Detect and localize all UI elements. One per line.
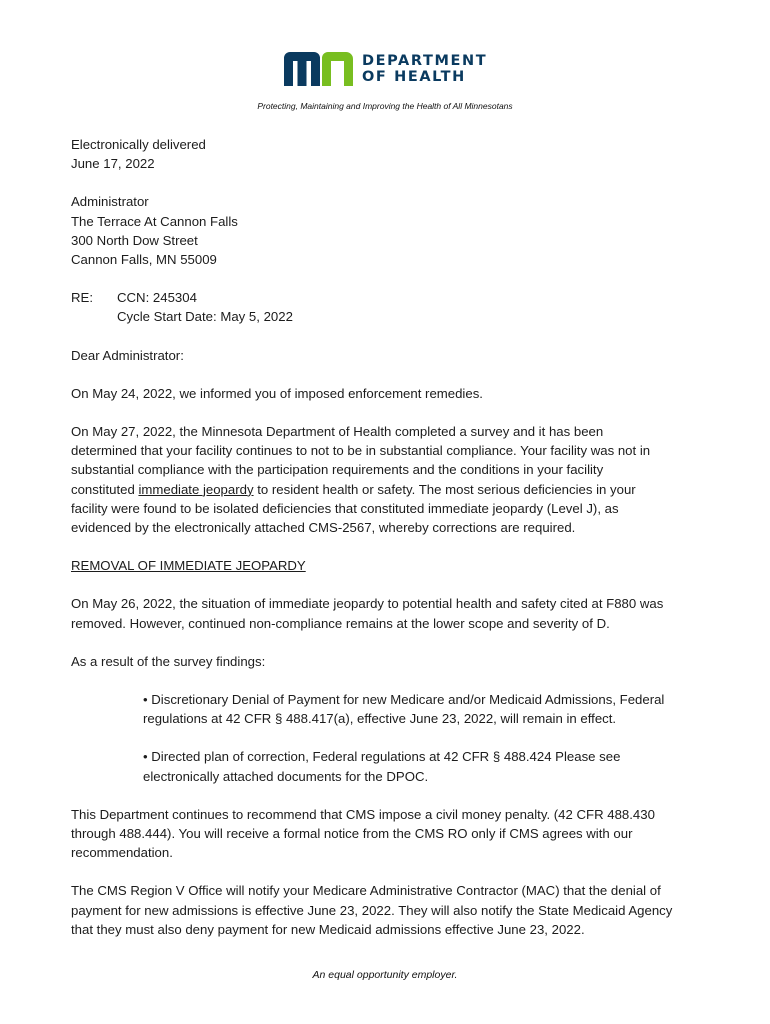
salutation: Dear Administrator: [71,347,184,363]
logo-line-health: OF HEALTH [362,69,466,85]
logo-line-department: DEPARTMENT [362,53,488,69]
re-block [71,288,711,307]
paragraph-civil-penalty: This Department continues to recommend that CMS impose a civil money penalty. (42 CFR 488.430 through 488.444). You will receive a formal notice from the CMS RO only if CMS agrees with our recommendation. [71,806,655,861]
paragraph-removal: On May 26, 2022, the situation of immediate jeopardy to potential health and safety cited at F880 was removed. However, continued non-compliance remains at the lower scope and severity of D. [71,596,664,631]
paragraph-survey: On May 27, 2022, the Minnesota Department of Health completed a survey and it has been determined that your facility continues to not to be in substantial compliance. Your facility was not in substantial compliance with the participation requirements and the conditions in your facility constituted immediate jeopardy to resident health or safety. The most serious deficiencies in your facility were found to be isolated deficiencies that constituted immediate jeopardy (Level J), as evidenced by the electronically attached CMS-2567, whereby corrections are required. [71,424,651,536]
re-label: RE: [71,290,93,306]
re-cycle-date: Cycle Start Date: May 5, 2022 [117,309,293,325]
mn-logo-icon [284,52,356,86]
paragraph-remedies: On May 24, 2022, we informed you of imposed enforcement remedies. [71,385,483,401]
address-line: 300 North Dow Street [71,232,198,248]
logo-wordmark [362,53,487,85]
bullet-directed-plan: • Directed plan of correction, Federal regulations at 42 CFR § 488.424 Please see electronically attached documents for the DPOC. [143,749,621,784]
paragraph-findings-intro: As a result of the survey findings: [71,653,266,669]
delivery-method: Electronically delivered [71,137,206,152]
re-ccn: CCN: 245304 [117,290,197,306]
address-line: The Terrace At Cannon Falls [71,213,238,229]
bullet-denial-of-payment: • Discretionary Denial of Payment for new Medicare and/or Medicaid Admissions, Federal regulations at 42 CFR § 488.417(a), effective June 23, 2022, will remain in effect. [143,692,665,727]
immediate-jeopardy-link[interactable]: immediate jeopardy [138,481,254,497]
section-heading: REMOVAL OF IMMEDIATE JEOPARDY [71,558,306,574]
tagline: Protecting, Maintaining and Improving the Health of All Minnesotans [257,101,513,111]
letter-date: June 17, 2022 [71,156,155,172]
letter-body [71,135,711,939]
footer-eoe: An equal opportunity employer. [312,969,458,981]
address-line: Administrator [71,194,149,210]
address-line: Cannon Falls, MN 55009 [71,252,217,268]
paragraph-cms-region: The CMS Region V Office will notify your Medicare Administrative Contractor (MAC) that the denial of payment for new admissions is effective June 23, 2022. They will also notify the State Medicaid Agency that they must also deny payment for new Medicaid admissions effective June 23, 2022. [71,883,673,937]
mdh-logo [284,52,494,88]
